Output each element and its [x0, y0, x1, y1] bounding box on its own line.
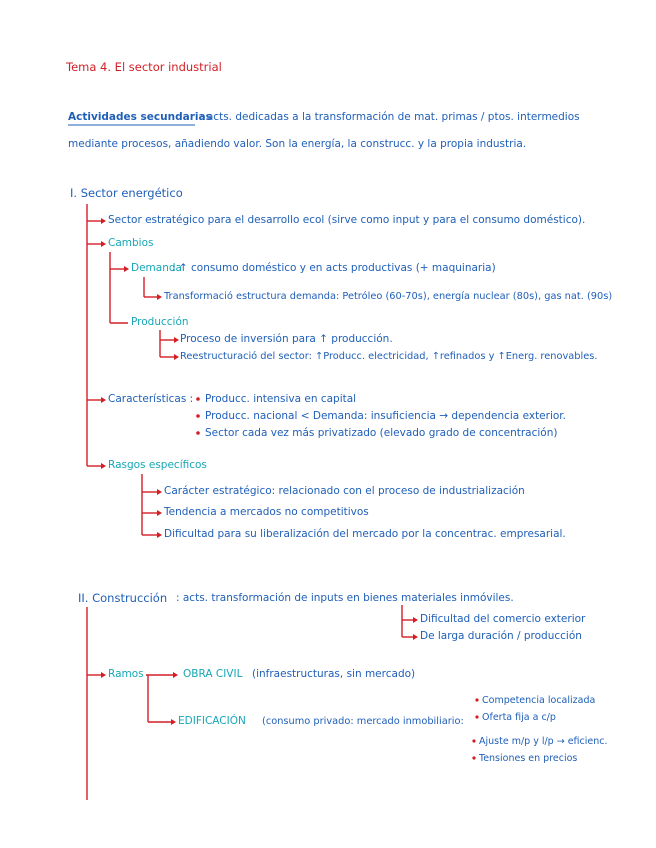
rasgo-item: Dificultad para su liberalización del mercado por la concentrac. empresarial.: [164, 528, 566, 540]
edificacion-label: EDIFICACIÓN: [178, 715, 246, 727]
intro-line-1: : acts. dedicadas a la transformación de mat. primas / ptos. intermedios: [200, 111, 580, 123]
edificacion-item: Tensiones en precios: [479, 753, 578, 764]
intro-term: Actividades secundarias: [68, 111, 212, 123]
edificacion-item: Ajuste m/p y l/p → eficienc.: [479, 736, 608, 747]
demanda-label: Demanda: [131, 262, 182, 274]
energy-heading: I. Sector energético: [70, 186, 183, 200]
rasgo-item: Tendencia a mercados no competitivos: [164, 506, 369, 518]
obra-civil-text: (infraestructuras, sin mercado): [252, 668, 416, 680]
construction-heading: II. Construcción: [78, 591, 168, 605]
edificacion-item: Competencia localizada: [482, 695, 596, 706]
edificacion-item: Oferta fija a c/p: [482, 712, 556, 723]
rasgos-label: Rasgos específicos: [108, 459, 207, 471]
caracteristica-item: Sector cada vez más privatizado (elevado grado de concentración): [205, 427, 558, 439]
intro-line-2: mediante procesos, añadiendo valor. Son la energía, la construcc. y la propia industria.: [68, 138, 527, 150]
cambios-label: Cambios: [108, 237, 154, 249]
produccion-item-1: Proceso de inversión para ↑ producción.: [180, 333, 393, 345]
caracteristicas-label: Características :: [108, 393, 194, 405]
rasgo-item: Carácter estratégico: relacionado con el proceso de industrialización: [164, 485, 525, 497]
demanda-sub: Transformació estructura demanda: Petróleo (60-70s), energía nuclear (80s), gas nat. (90s): [164, 291, 613, 302]
produccion-item-2: Reestructuració del sector: ↑Producc. electricidad, ↑refinados y ↑Energ. renovables.: [180, 351, 598, 362]
ramos-label: Ramos: [108, 668, 144, 680]
energy-definition: Sector estratégico para el desarrollo ecol (sirve como input y para el consumo doméstico).: [108, 214, 586, 226]
construction-feature: De larga duración / producción: [420, 630, 582, 642]
caracteristica-item: Producc. nacional < Demanda: insuficiencia → dependencia exterior.: [205, 410, 566, 422]
produccion-label: Producción: [131, 316, 189, 328]
obra-civil-label: OBRA CIVIL: [183, 668, 243, 680]
demanda-text: : ↑ consumo doméstico y en acts productivas (+ maquinaria): [172, 262, 496, 274]
construction-definition: : acts. transformación de inputs en bienes materiales inmóviles.: [176, 592, 514, 604]
page-title: Tema 4. El sector industrial: [66, 60, 222, 74]
edificacion-text: (consumo privado: mercado inmobiliario:: [262, 716, 464, 727]
construction-feature: Dificultad del comercio exterior: [420, 613, 586, 625]
caracteristica-item: Producc. intensiva en capital: [205, 393, 357, 405]
